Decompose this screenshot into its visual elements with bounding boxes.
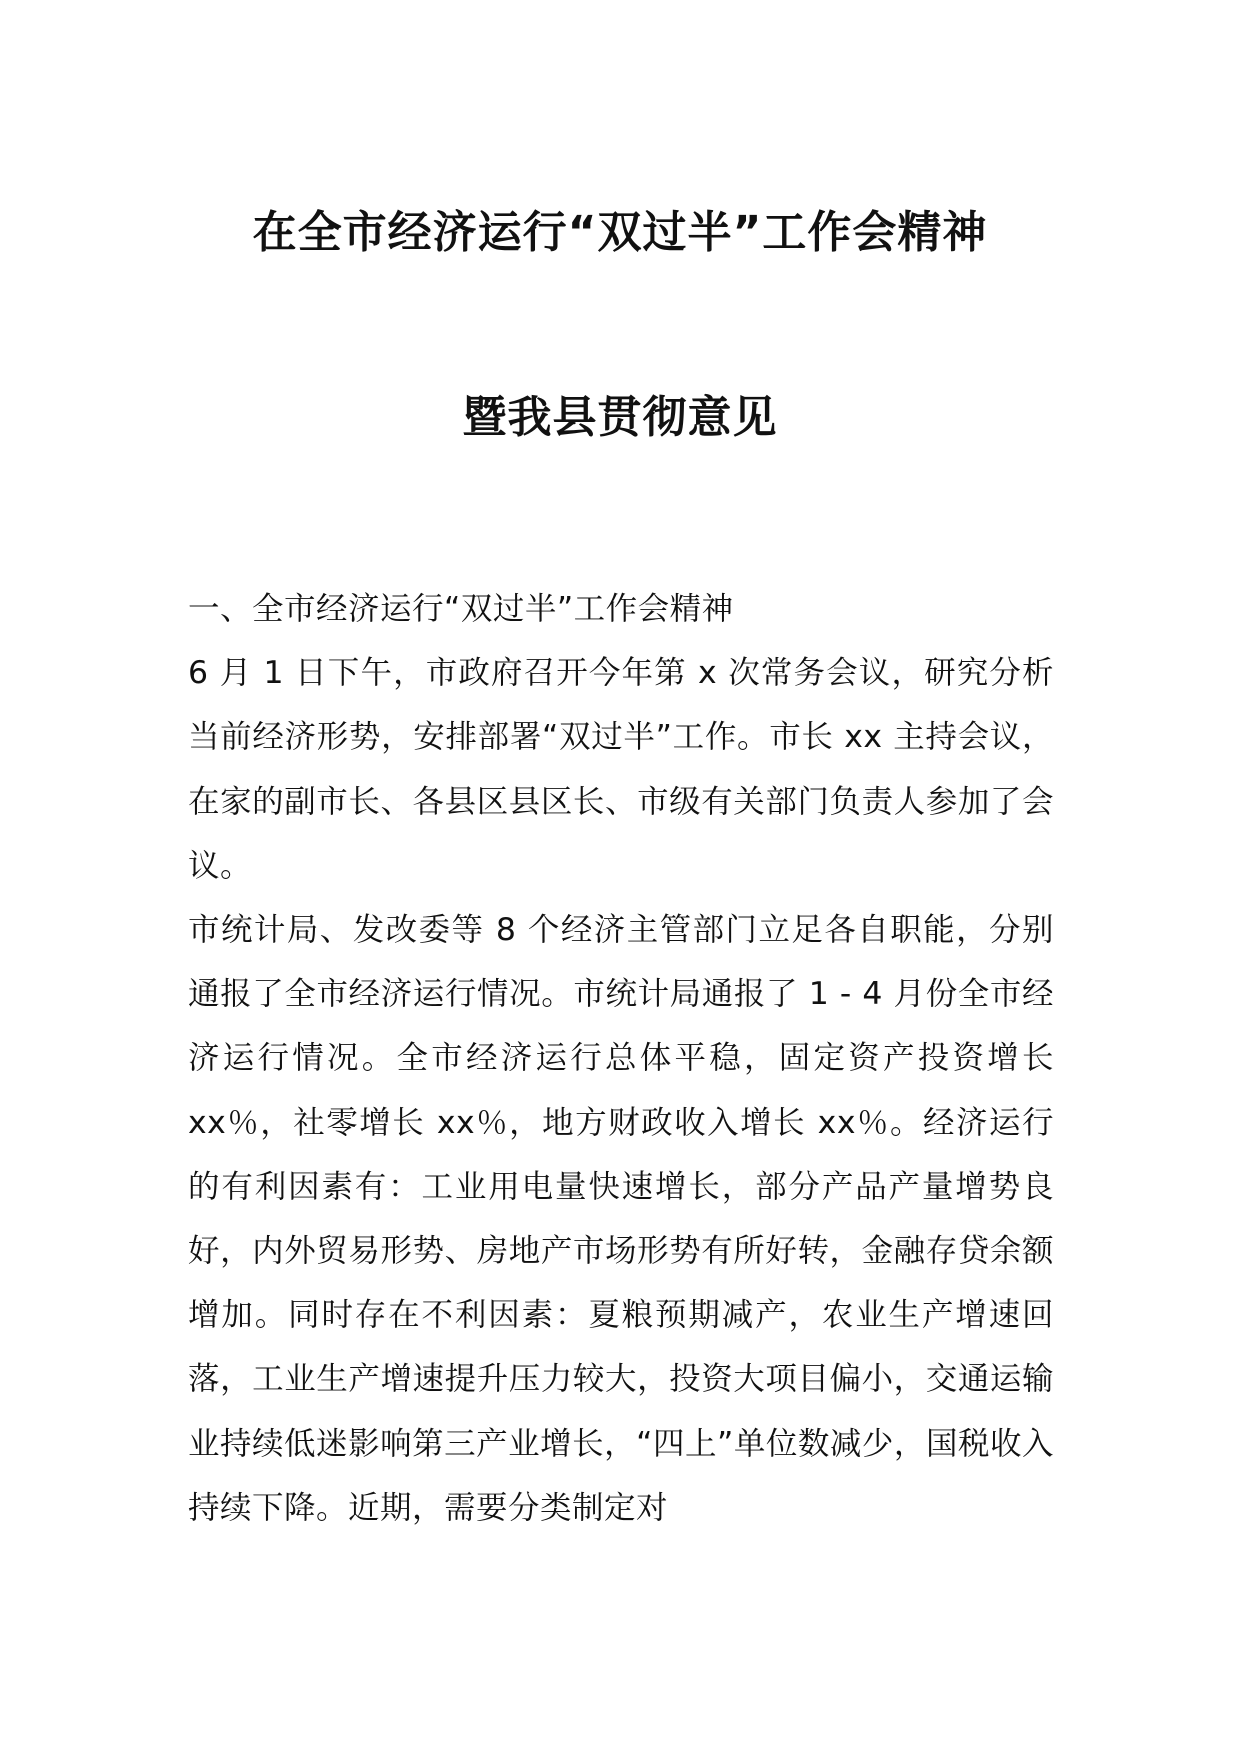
document-title-line-1: 在全市经济运行“双过半”工作会精神 [252,207,988,258]
section-heading: 一、全市经济运行“双过半”工作会精神 [188,591,734,627]
body-paragraph-2: 市统计局、发改委等 8 个经济主管部门立足各自职能，分别通报了全市经济运行情况。市统计局通报了 1 - 4 月份全市经济运行情况。全市经济运行总体平稳，固定资产投资增长 xx％，社零增长 xx％，地方财政收入增长 xx％。经济运行的有利因素有：工业用电量快速增长，部分产品产量增势良好，内外贸易形势、房地产市场形势有所好转，金融存贷余额增加。同时存在不利因素：夏粮预期减产，农业生产增速回落，工业生产增速提升压力较大，投资大项目偏小，交通运输业持续低迷影响第三产业增长，“四上”单位数减少，国税收入持续下降。近期，需要分类制定对 [188,912,1054,1526]
document-title-line-2: 暨我县贯彻意见 [462,392,778,443]
body-paragraph-1: 6 月 1 日下午，市政府召开今年第 x 次常务会议，研究分析当前经济形势，安排部署“双过半”工作。市长 xx 主持会议，在家的副市长、各县区县区长、市级有关部门负责人参加了会议。 [188,655,1054,884]
document-body [188,577,1054,1540]
